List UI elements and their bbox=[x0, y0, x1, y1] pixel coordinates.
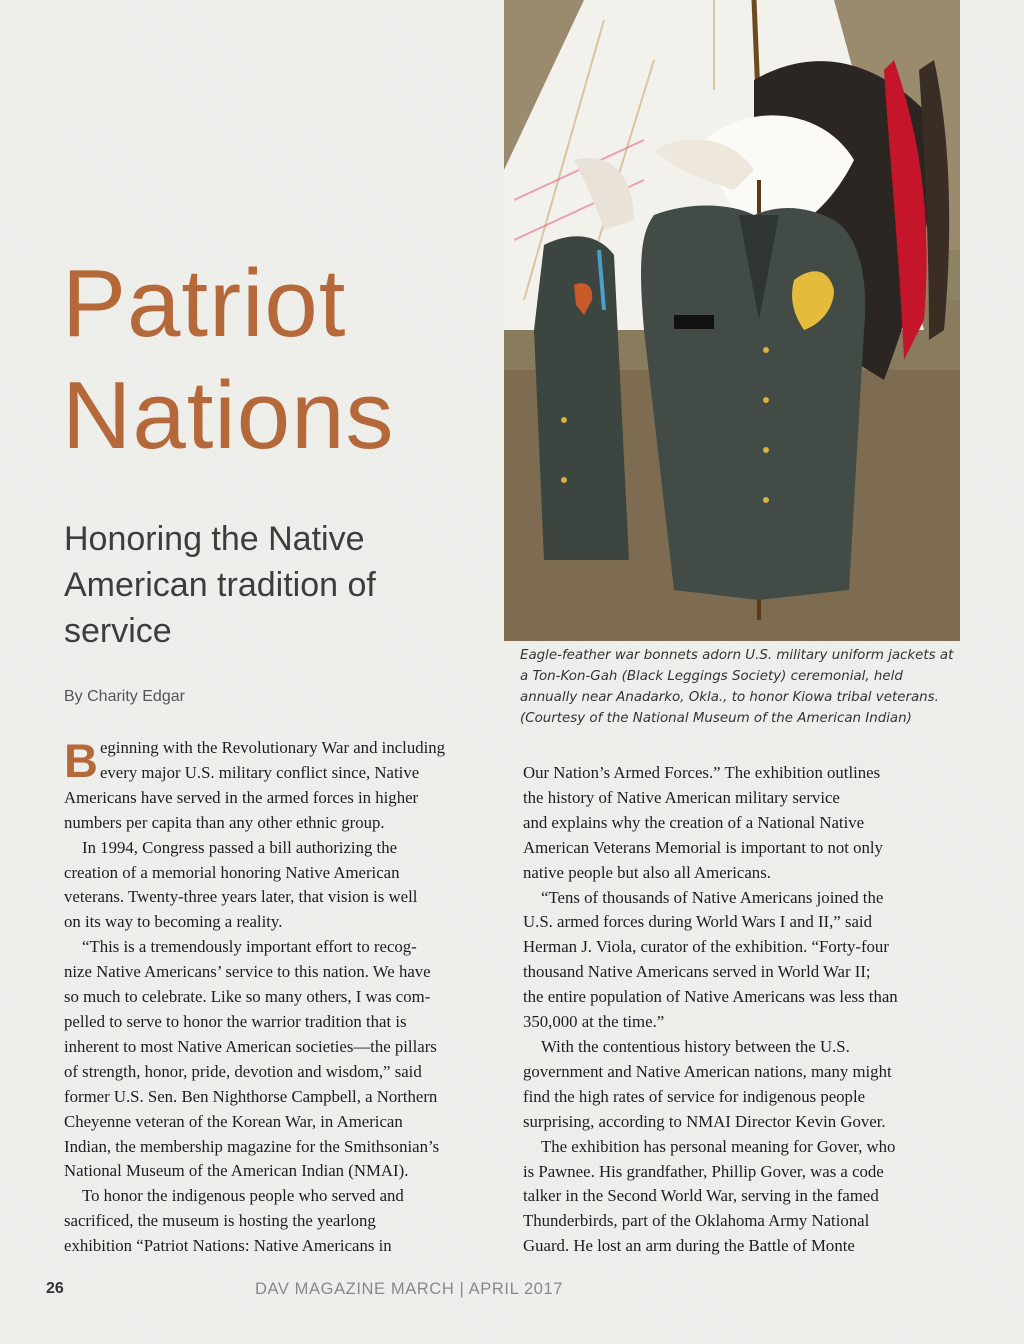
body-column-left bbox=[64, 736, 500, 1259]
photo-war-bonnets-uniforms bbox=[504, 0, 960, 641]
photo-caption: Eagle-feather war bonnets adorn U.S. military uniform jackets at a Ton-Kon-Gah (Black Leggings Society) ceremonial, held annually near Anadarko, Okla., to honor Kiowa tribal veterans. (Courtesy of the National Museum of the American Indian) bbox=[520, 648, 954, 726]
body-column-right bbox=[523, 761, 963, 1259]
drop-cap: B bbox=[64, 734, 98, 787]
title-line-2: Nations bbox=[62, 362, 395, 469]
paragraph-2: In 1994, Congress passed a bill authorizing the creation of a memorial honoring Native American veterans. Twenty-three years later, that vision is well on its way to becoming a reality. bbox=[64, 837, 418, 932]
paragraph-4: To honor the indigenous people who served and sacrificed, the museum is hosting the yearlong exhibition “Patriot Nations: Native Americans in bbox=[64, 1186, 404, 1256]
feature-photo bbox=[504, 0, 960, 641]
paragraph-6: “Tens of thousands of Native Americans joined the U.S. armed forces during World Wars I and II,” said Herman J. Viola, curator of the exhibition. “Forty-four thousand Native Americans served in World War II; the entire population of Native Americans was less than 350,000 at the time.” bbox=[523, 887, 898, 1032]
paragraph-7: With the contentious history between the U.S. government and Native American nations, many might find the high rates of service for indigenous people surprising, according to NMAI Director Kevin Gover. bbox=[523, 1036, 892, 1131]
title-line-1: Patriot bbox=[62, 250, 347, 357]
paragraph-3: “This is a tremendously important effort to recog- nize Native Americans’ service to this nation. We have so much to celebrate. Like so many others, I was com- pelled to serve to honor the warrior tradition that is inherent to most Native American societies—the pillars of strength, honor, pride, devotion and wisdom,” said former U.S. Sen. Ben Nighthorse Campbell, a Northern Cheyenne veteran of the Korean War, in American Indian, the membership magazine for the Smithsonian’s National Museum of the American Indian (NMAI). bbox=[64, 937, 440, 1181]
byline: By Charity Edgar bbox=[64, 688, 185, 705]
page-number: 26 bbox=[46, 1280, 64, 1297]
article-title bbox=[62, 248, 395, 472]
paragraph-8: The exhibition has personal meaning for Gover, who is Pawnee. His grandfather, Phillip Gover, was a code talker in the Second World War, serving in the famed Thunderbirds, part of the Oklahoma Army National Guard. He lost an arm during the Battle of Monte bbox=[523, 1136, 896, 1256]
article-subtitle: Honoring the Native American tradition of service bbox=[64, 520, 376, 650]
paragraph-5: Our Nation’s Armed Forces.” The exhibition outlines the history of Native American military service and explains why the creation of a National Native American Veterans Memorial is important to not only native people but also all Americans. bbox=[523, 763, 883, 882]
magazine-issue: DAV MAGAZINE MARCH | APRIL 2017 bbox=[255, 1280, 564, 1298]
paragraph-1: B eginning with the Revolutionary War and including every major U.S. military conflict since, Native Americans have served in the armed forces in higher numbers per capita than any other ethnic group. bbox=[64, 734, 446, 832]
